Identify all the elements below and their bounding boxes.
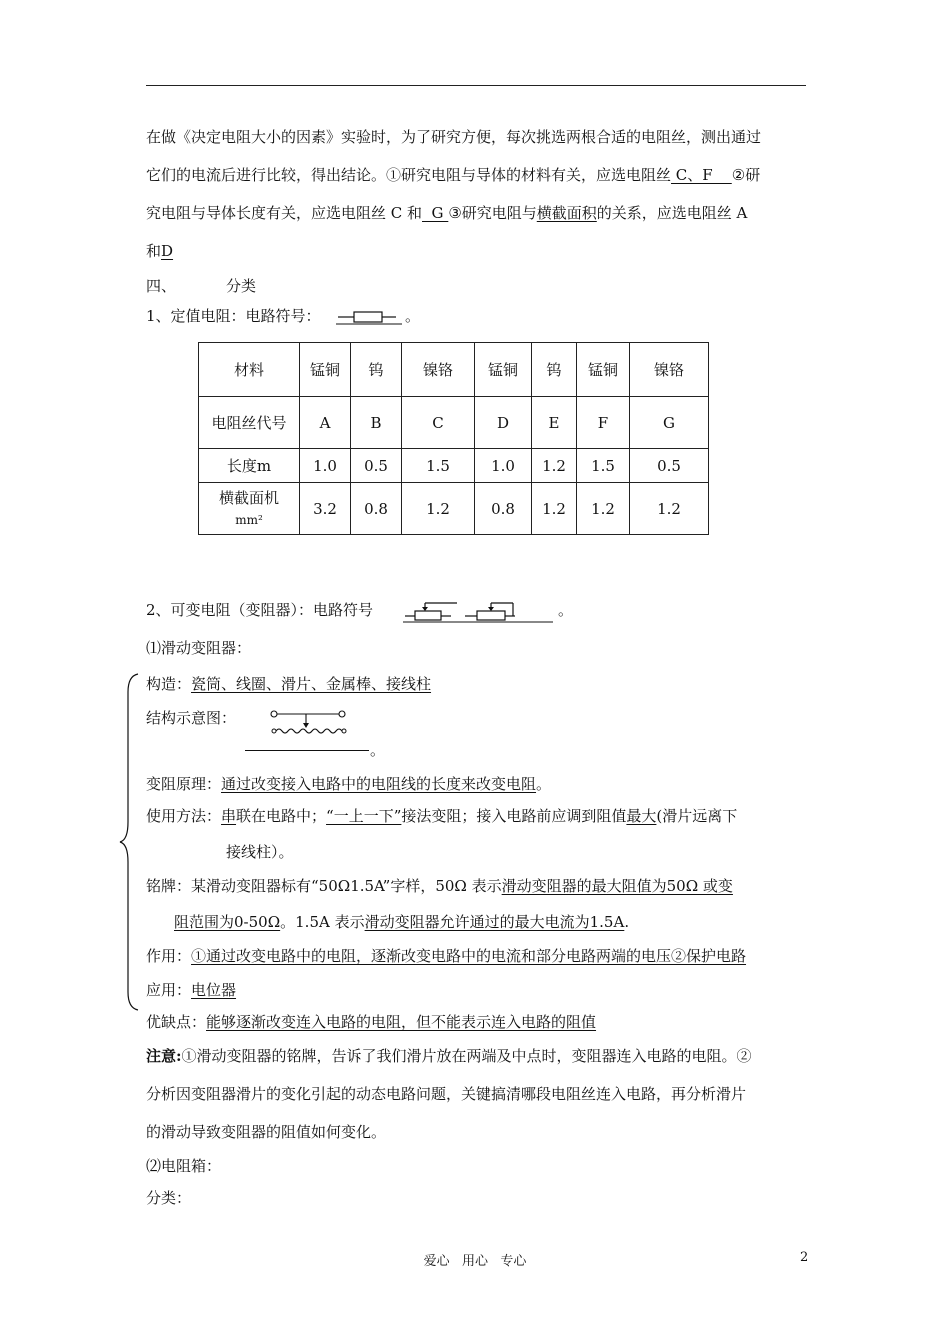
table-cell: 1.0 [475, 449, 532, 483]
section-number: 四、 [146, 277, 177, 295]
diagram-label: 结构示意图： [146, 709, 237, 727]
resistance-wire-table [198, 342, 709, 535]
intro-line-1: 在做《决定电阻大小的因素》实验时，为了研究方便，每次挑选两根合适的电阻丝，测出通过 [146, 128, 762, 146]
diagram-end: 。 [370, 741, 386, 759]
usage-line-2: 接线柱）。 [226, 843, 294, 861]
fixed-resistor-symbol-icon [336, 308, 406, 326]
intro-line-4 [146, 241, 173, 261]
table-cell: 0.8 [351, 483, 402, 535]
table-cell: C [402, 397, 475, 449]
variable-resistor-line [146, 600, 373, 620]
intro-text: 和 [146, 242, 162, 260]
table-cell: 0.5 [630, 449, 709, 483]
table-cell: F [577, 397, 630, 449]
nameplate-answer: 滑动变阻器允许通过的最大电流为1.5A [364, 913, 625, 931]
answer-length: G [422, 204, 449, 222]
table-cell: 0.5 [351, 449, 402, 483]
nameplate-line-2 [174, 912, 629, 932]
note-text: ①滑动变阻器的铭牌，告诉了我们滑片放在两端及中点时，变阻器连入电路的电阻。② [181, 1047, 752, 1065]
nameplate-answer: 阻范围为0-50Ω [174, 913, 281, 931]
table-cell: 锰铜 [475, 343, 532, 397]
area-label: 横截面机 [218, 488, 279, 507]
note-label: 注意: [146, 1047, 182, 1065]
page-footer: 爱心 用心 专心 [423, 1254, 527, 1269]
application-line [146, 980, 236, 1000]
table-cell: G [630, 397, 709, 449]
classification-label: 分类： [146, 1189, 192, 1207]
application-value: 电位器 [191, 981, 237, 999]
structure-label: 构造： [146, 675, 192, 693]
table-cell: 1.2 [630, 483, 709, 535]
answer-thickness: D [161, 242, 174, 260]
pros-cons-value: 能够逐渐改变连入电路的电阻，但不能表示连入电路的阻值 [206, 1013, 597, 1031]
table-cell: 钨 [351, 343, 402, 397]
function-value: ①通过改变电路中的电阻，逐渐改变电路中的电流和部分电路两端的电压②保护电路 [191, 947, 747, 965]
principle-value: 通过改变接入电路中的电阻线的长度来改变电阻 [221, 775, 537, 793]
fixed-resistor-label: 1、定值电阻：电路符号： [146, 307, 321, 325]
answer-materials: C、F [671, 166, 732, 184]
resistance-box-title: ⑵电阻箱： [146, 1157, 222, 1175]
slider-title: ⑴滑动变阻器： [146, 639, 252, 657]
table-row [199, 483, 709, 535]
section-heading [146, 276, 256, 296]
table-cell: 0.8 [475, 483, 532, 535]
usage-label: 使用方法： [146, 807, 222, 825]
structure-value: 瓷筒、线圈、滑片、金属棒、接线柱 [191, 675, 432, 693]
table-cell: 3.2 [300, 483, 351, 535]
nameplate-text: . [624, 913, 630, 931]
table-row [199, 449, 709, 483]
nameplate-line [146, 876, 733, 896]
table-cell: 1.2 [402, 483, 475, 535]
table-cell: 镍铬 [402, 343, 475, 397]
table-header-cell: 电阻丝代号 [199, 397, 300, 449]
usage-text: 联在电路中； [236, 807, 327, 825]
header-rule [146, 85, 806, 86]
section-title: 分类 [226, 277, 257, 295]
pros-cons-label: 优缺点： [146, 1013, 207, 1031]
rheostat-symbol-icon [403, 600, 559, 624]
table-header-cell: 材料 [199, 343, 300, 397]
table-cell: 镍铬 [630, 343, 709, 397]
answer-area: 横截面积 [536, 204, 597, 222]
principle-label: 变阻原理： [146, 775, 222, 793]
usage-answer: 串 [221, 807, 237, 825]
table-header-cell [199, 483, 300, 535]
diagram-line [146, 708, 236, 728]
function-label: 作用： [146, 947, 192, 965]
usage-line [146, 806, 737, 826]
principle-end: 。 [536, 775, 552, 793]
table-cell: E [532, 397, 577, 449]
usage-answer: “一上一下” [326, 807, 402, 825]
usage-answer: 最大 [626, 807, 657, 825]
intro-text: ②研 [731, 166, 761, 184]
note-line-1 [146, 1046, 752, 1066]
table-row [199, 343, 709, 397]
table-cell: 锰铜 [577, 343, 630, 397]
application-label: 应用： [146, 981, 192, 999]
variable-resistor-label: 2、可变电阻（变阻器）：电路符号 [146, 601, 374, 619]
table-row [199, 397, 709, 449]
fixed-resistor-line [146, 306, 321, 326]
table-cell: 1.2 [532, 483, 577, 535]
note-line-2: 分析因变阻器滑片的变化引起的动态电路问题，关键搞清哪段电阻丝连入电路，再分析滑片 [146, 1085, 747, 1103]
intro-text: 究电阻与导体长度有关，应选电阻丝 C 和 [146, 204, 423, 222]
page-number: 2 [800, 1250, 809, 1265]
table-cell: 1.0 [300, 449, 351, 483]
intro-text: 它们的电流后进行比较，得出结论。①研究电阻与导体的材料有关，应选电阻丝 [146, 166, 672, 184]
structure-line [146, 674, 431, 694]
table-cell: 钨 [532, 343, 577, 397]
area-unit: mm² [235, 512, 263, 527]
intro-line-3 [146, 203, 747, 223]
usage-text: (滑片远离下 [656, 807, 738, 825]
diagram-underline [245, 750, 369, 751]
intro-text: 的关系，应选电阻丝 A [596, 204, 748, 222]
nameplate-label: 铭牌：某滑动变阻器标有“50Ω1.5A”字样，50Ω 表示 [146, 877, 502, 895]
note-line-3: 的滑动导致变阻器的阻值如何变化。 [146, 1123, 387, 1141]
intro-text: ③研究电阻与 [448, 204, 537, 222]
brace-icon [118, 672, 142, 1012]
table-cell: 1.5 [402, 449, 475, 483]
fixed-resistor-end: 。 [405, 307, 421, 325]
table-cell: 1.2 [532, 449, 577, 483]
table-cell: 1.5 [577, 449, 630, 483]
slider-diagram-icon [268, 706, 358, 740]
pros-cons-line [146, 1012, 596, 1032]
table-cell: A [300, 397, 351, 449]
nameplate-text: 。1.5A 表示 [280, 913, 365, 931]
usage-text: 接法变阻；接入电路前应调到阻值 [401, 807, 627, 825]
table-cell: B [351, 397, 402, 449]
function-line [146, 946, 746, 966]
intro-line-2 [146, 165, 760, 185]
principle-line [146, 774, 551, 794]
table-cell: D [475, 397, 532, 449]
table-cell: 锰铜 [300, 343, 351, 397]
nameplate-answer: 滑动变阻器的最大阻值为50Ω 或变 [501, 877, 733, 895]
table-header-cell: 长度m [199, 449, 300, 483]
table-cell: 1.2 [577, 483, 630, 535]
variable-resistor-end: 。 [558, 601, 574, 619]
